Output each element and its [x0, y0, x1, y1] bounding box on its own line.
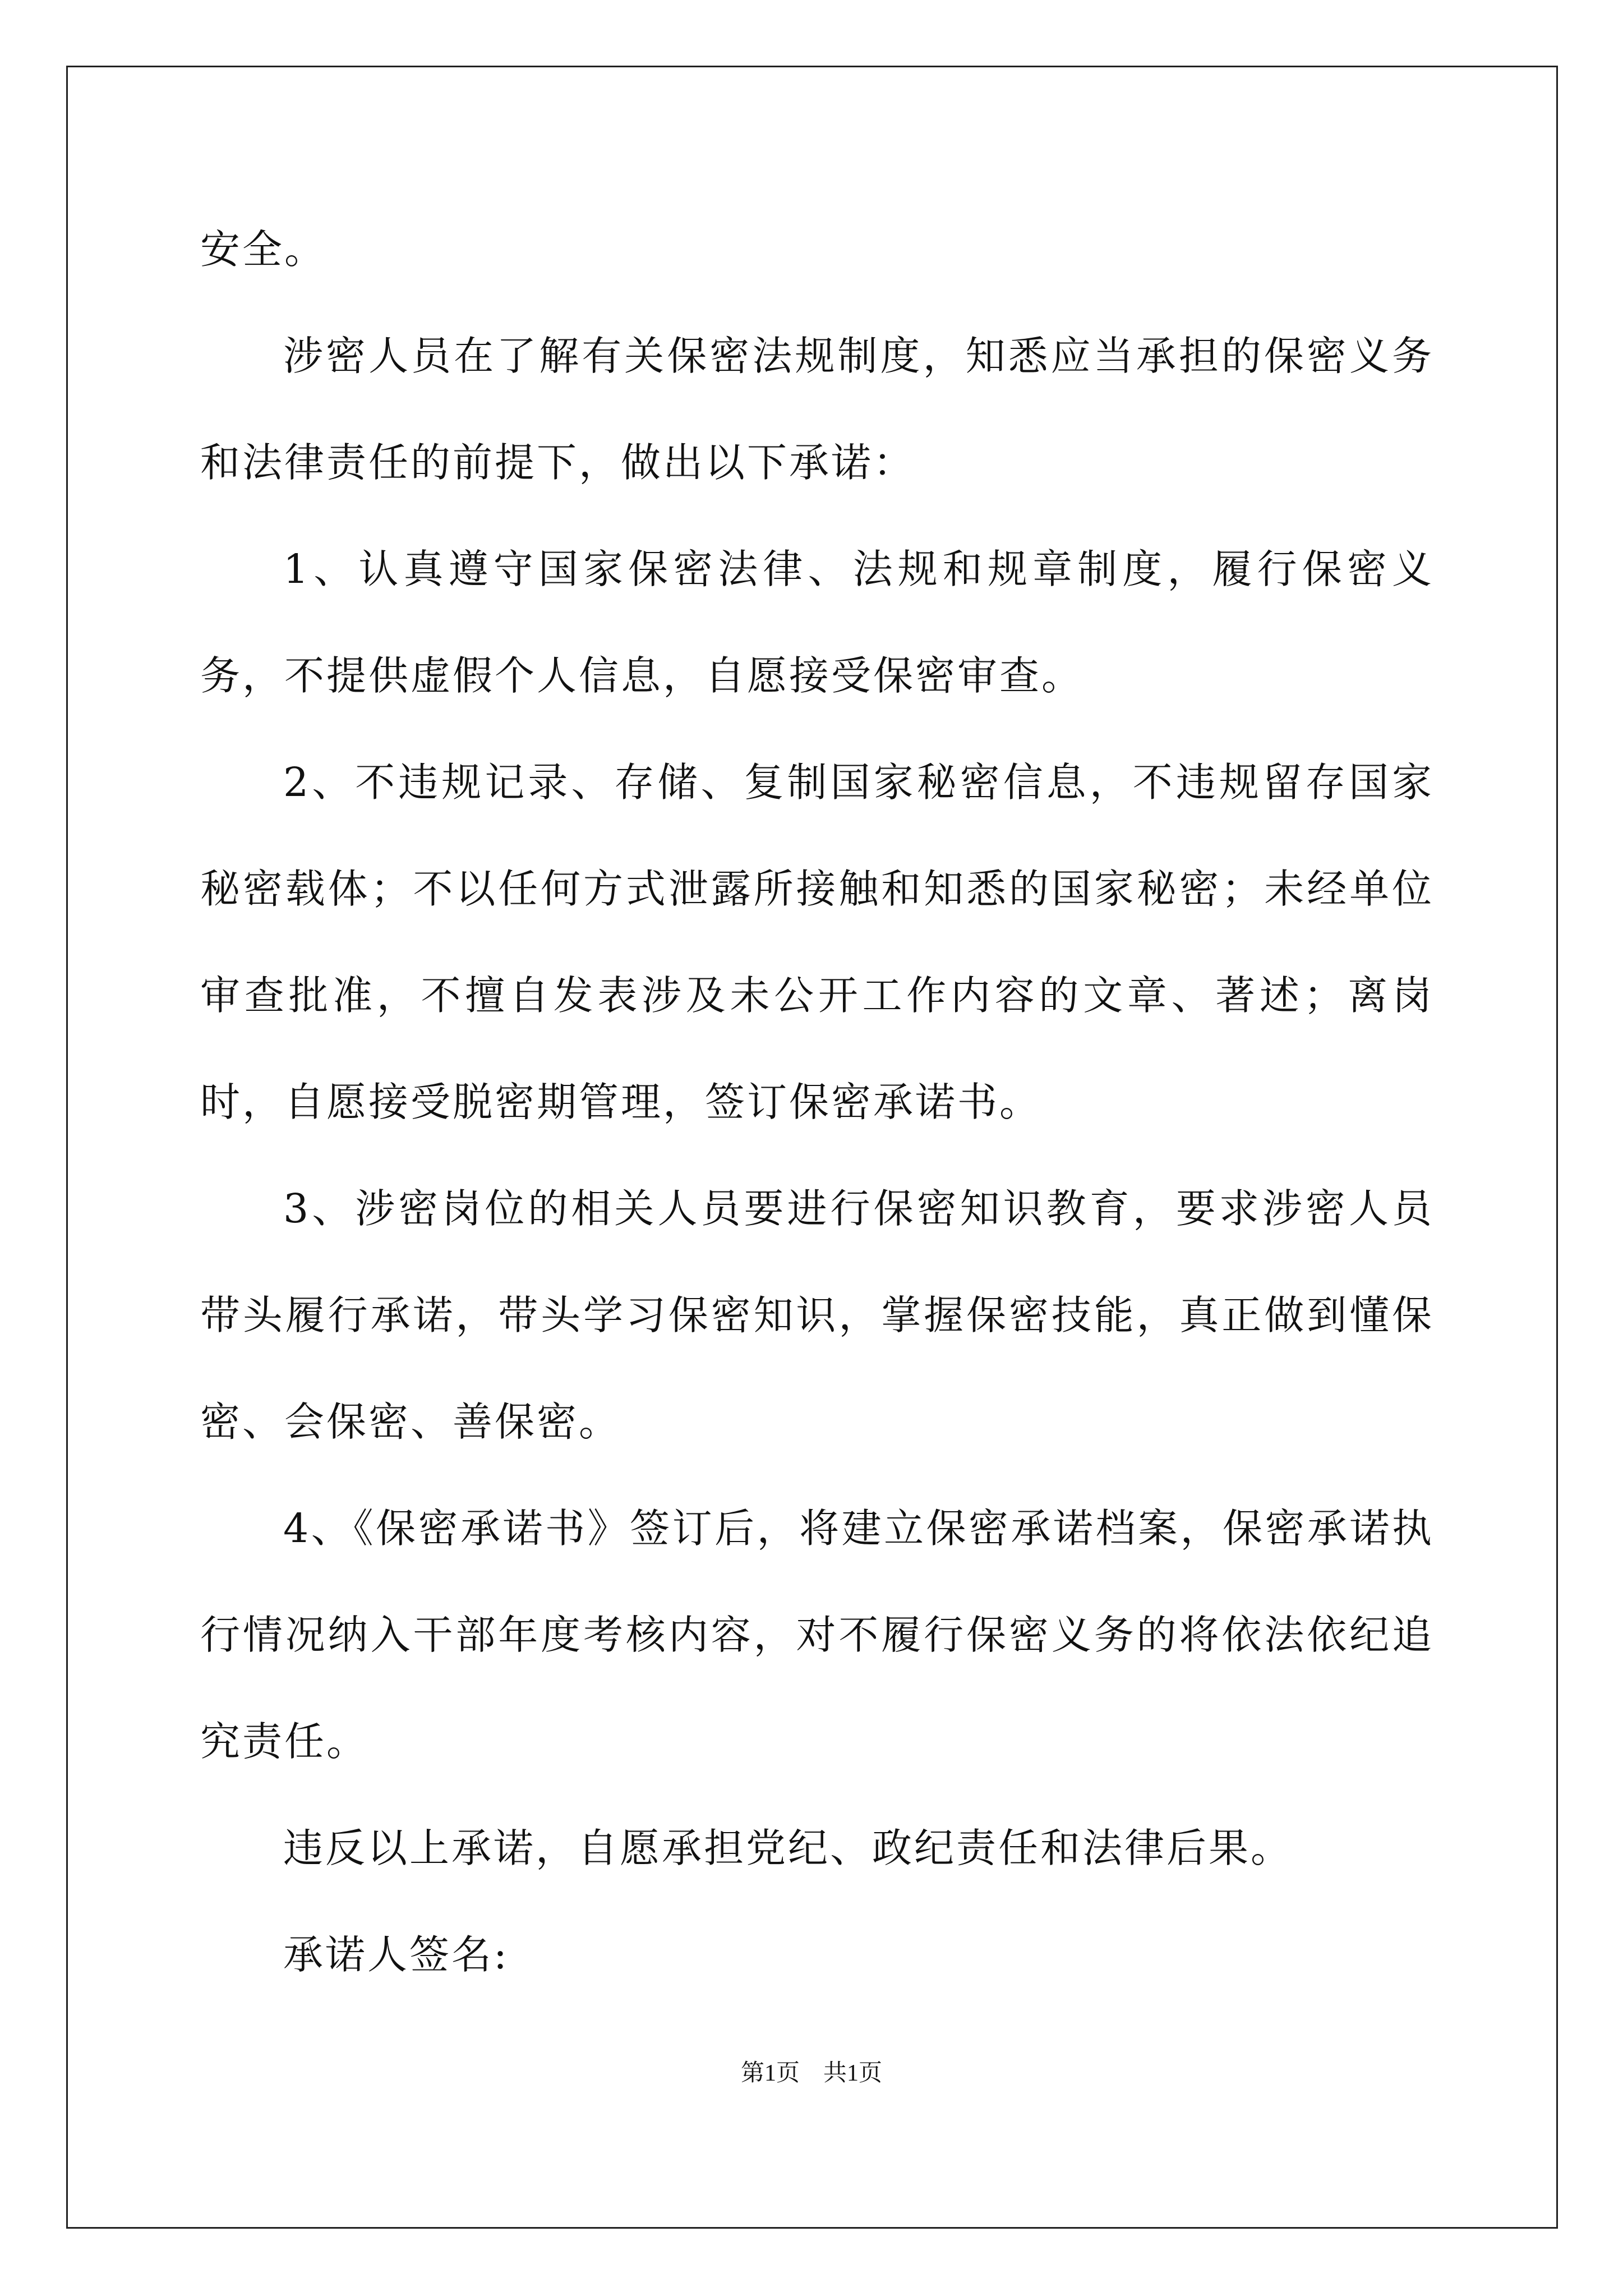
paragraph-2: 涉密人员在了解有关保密法规制度，知悉应当承担的保密义务和法律责任的前提下，做出以下承诺： [200, 333, 1434, 486]
page-number: 第1页 共1页 [740, 2060, 882, 2086]
paragraph-1: 安全。 [200, 226, 327, 273]
paragraph-5: 3、涉密岗位的相关人员要进行保密知识教育，要求涉密人员带头履行承诺，带头学习保密知识，掌握保密技能，真正做到懂保密、会保密、善保密。 [200, 1185, 1434, 1445]
paragraph-7: 违反以上承诺，自愿承担党纪、政纪责任和法律后果。 [283, 1825, 1293, 1871]
paragraph-4: 2、不违规记录、存储、复制国家秘密信息，不违规留存国家秘密载体；不以任何方式泄露所接触和知悉的国家秘密；未经单位审查批准，不擅自发表涉及未公开工作内容的文章、著述；离岗时，自愿接受脱密期管理，签订保密承诺书。 [200, 759, 1434, 1125]
paragraph-6: 4、《保密承诺书》签订后，将建立保密承诺档案，保密承诺执行情况纳入干部年度考核内容，对不履行保密义务的将依法依纪追究责任。 [200, 1505, 1434, 1765]
paragraph-3: 1、认真遵守国家保密法律、法规和规章制度，履行保密义务，不提供虚假个人信息，自愿接受保密审查。 [200, 546, 1434, 699]
document-body [200, 196, 1434, 2008]
signature-line: 承诺人签名: [283, 1931, 509, 1978]
